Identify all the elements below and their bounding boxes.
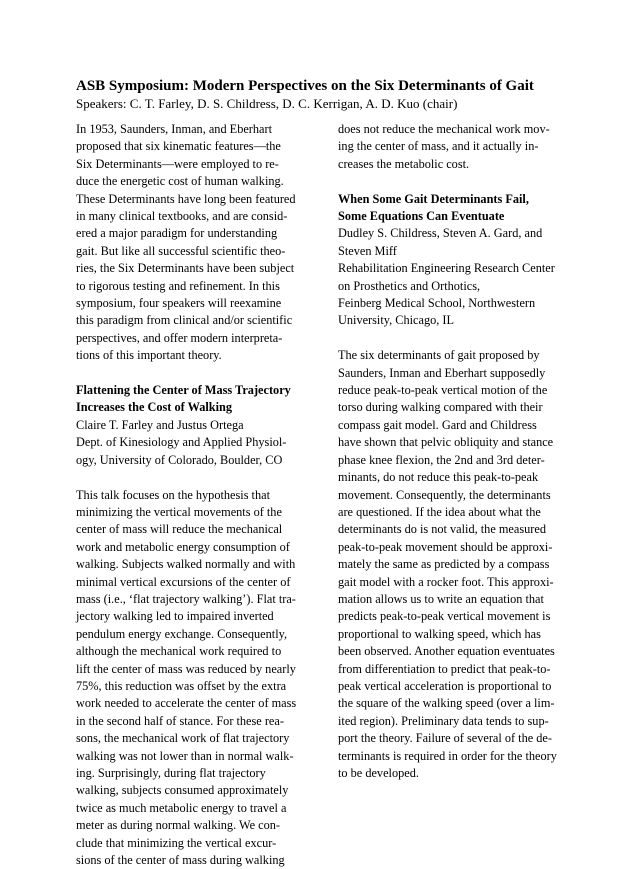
text-line: ries, the Six Determinants have been subject: [76, 260, 308, 277]
text-line: ogy, University of Colorado, Boulder, CO: [76, 452, 308, 469]
text-line: center of mass will reduce the mechanical: [76, 521, 308, 538]
text-line: to be developed.: [338, 765, 570, 782]
text-line: movement. Consequently, the determinants: [338, 487, 570, 504]
text-line: Flattening the Center of Mass Trajectory: [76, 382, 308, 399]
text-line: Saunders, Inman and Eberhart supposedly: [338, 365, 570, 382]
text-line: determinants do is not valid, the measured: [338, 521, 570, 538]
text-line: Feinberg Medical School, Northwestern: [338, 295, 570, 312]
right-column: [338, 121, 570, 782]
text-line: perspectives, and offer modern interpreta-: [76, 330, 308, 347]
text-line: minants, do not reduce this peak-to-peak: [338, 469, 570, 486]
text-line: Dept. of Kinesiology and Applied Physiol-: [76, 434, 308, 451]
text-line: compass gait model. Gard and Childress: [338, 417, 570, 434]
text-line: gait. But like all successful scientific theo-: [76, 243, 308, 260]
paragraph-gap: [76, 469, 308, 486]
text-line: twice as much metabolic energy to travel a: [76, 800, 308, 817]
text-line: proposed that six kinematic features—the: [76, 138, 308, 155]
text-line: Six Determinants—were employed to re-: [76, 156, 308, 173]
text-line: jectory walking led to impaired inverted: [76, 608, 308, 625]
text-line: terminants is required in order for the theory: [338, 748, 570, 765]
page-header: [76, 77, 576, 112]
text-line: ered a major paradigm for understanding: [76, 225, 308, 242]
text-line: creases the metabolic cost.: [338, 156, 570, 173]
text-line: mation allows us to write an equation that: [338, 591, 570, 608]
talk1-body-continued: [338, 121, 570, 173]
text-line: ited region). Preliminary data tends to sup-: [338, 713, 570, 730]
text-line: In 1953, Saunders, Inman, and Eberhart: [76, 121, 308, 138]
text-line: 75%, this reduction was offset by the extra: [76, 678, 308, 695]
text-line: port the theory. Failure of several of the de-: [338, 730, 570, 747]
left-column: [76, 121, 308, 869]
text-line: clude that minimizing the vertical excur-: [76, 835, 308, 852]
talk2-authors: [338, 225, 570, 329]
symposium-title: ASB Symposium: Modern Perspectives on the Six Determinants of Gait: [76, 77, 576, 95]
text-line: the square of the walking speed (over a lim-: [338, 695, 570, 712]
text-line: peak vertical acceleration is proportional to: [338, 678, 570, 695]
text-line: from differentiation to predict that peak-to-: [338, 661, 570, 678]
text-line: minimizing the vertical movements of the: [76, 504, 308, 521]
text-line: mass (i.e., ‘flat trajectory walking’). Flat tra-: [76, 591, 308, 608]
text-line: duce the energetic cost of human walking.: [76, 173, 308, 190]
text-line: ing. Surprisingly, during flat trajectory: [76, 765, 308, 782]
talk1-title: [76, 382, 308, 417]
text-line: Claire T. Farley and Justus Ortega: [76, 417, 308, 434]
text-line: Increases the Cost of Walking: [76, 399, 308, 416]
text-line: walking. Subjects walked normally and with: [76, 556, 308, 573]
text-line: sions of the center of mass during walking: [76, 852, 308, 869]
text-line: sons, the mechanical work of flat trajectory: [76, 730, 308, 747]
text-line: work and metabolic energy consumption of: [76, 539, 308, 556]
text-line: lift the center of mass was reduced by nearly: [76, 661, 308, 678]
text-line: in the second half of stance. For these rea-: [76, 713, 308, 730]
text-line: ing the center of mass, and it actually in-: [338, 138, 570, 155]
text-line: torso during walking compared with their: [338, 399, 570, 416]
text-line: reduce peak-to-peak vertical motion of the: [338, 382, 570, 399]
talk1-authors: [76, 417, 308, 469]
text-line: proportional to walking speed, which has: [338, 626, 570, 643]
text-line: meter as during normal walking. We con-: [76, 817, 308, 834]
text-line: does not reduce the mechanical work mov-: [338, 121, 570, 138]
text-line: Some Equations Can Eventuate: [338, 208, 570, 225]
text-line: phase knee flexion, the 2nd and 3rd deter-: [338, 452, 570, 469]
text-line: walking was not lower than in normal walk-: [76, 748, 308, 765]
text-line: in many clinical textbooks, and are consid-: [76, 208, 308, 225]
text-line: been observed. Another equation eventuates: [338, 643, 570, 660]
text-line: symposium, four speakers will reexamine: [76, 295, 308, 312]
talk2-title: [338, 191, 570, 226]
paragraph-gap: [338, 173, 570, 190]
text-line: When Some Gait Determinants Fail,: [338, 191, 570, 208]
text-line: Dudley S. Childress, Steven A. Gard, and: [338, 225, 570, 242]
text-line: Rehabilitation Engineering Research Center: [338, 260, 570, 277]
speakers-line: Speakers: C. T. Farley, D. S. Childress, D. C. Kerrigan, A. D. Kuo (chair): [76, 95, 576, 112]
text-line: This talk focuses on the hypothesis that: [76, 487, 308, 504]
text-line: walking, subjects consumed approximately: [76, 782, 308, 799]
text-line: work needed to accelerate the center of mass: [76, 695, 308, 712]
talk2-body: [338, 347, 570, 782]
text-line: University, Chicago, IL: [338, 312, 570, 329]
text-line: predicts peak-to-peak vertical movement is: [338, 608, 570, 625]
paragraph-gap: [338, 330, 570, 347]
text-line: are questioned. If the idea about what the: [338, 504, 570, 521]
text-line: peak-to-peak movement should be approxi-: [338, 539, 570, 556]
text-line: on Prosthetics and Orthotics,: [338, 278, 570, 295]
text-line: have shown that pelvic obliquity and stance: [338, 434, 570, 451]
text-line: pendulum energy exchange. Consequently,: [76, 626, 308, 643]
text-line: These Determinants have long been featured: [76, 191, 308, 208]
text-line: The six determinants of gait proposed by: [338, 347, 570, 364]
text-line: this paradigm from clinical and/or scientific: [76, 312, 308, 329]
text-line: tions of this important theory.: [76, 347, 308, 364]
text-line: Steven Miff: [338, 243, 570, 260]
text-line: to rigorous testing and refinement. In this: [76, 278, 308, 295]
intro-paragraph: [76, 121, 308, 365]
text-line: minimal vertical excursions of the center of: [76, 574, 308, 591]
text-line: gait model with a rocker foot. This approxi-: [338, 574, 570, 591]
text-line: mately the same as predicted by a compass: [338, 556, 570, 573]
paragraph-gap: [76, 365, 308, 382]
text-line: although the mechanical work required to: [76, 643, 308, 660]
talk1-body: [76, 487, 308, 869]
